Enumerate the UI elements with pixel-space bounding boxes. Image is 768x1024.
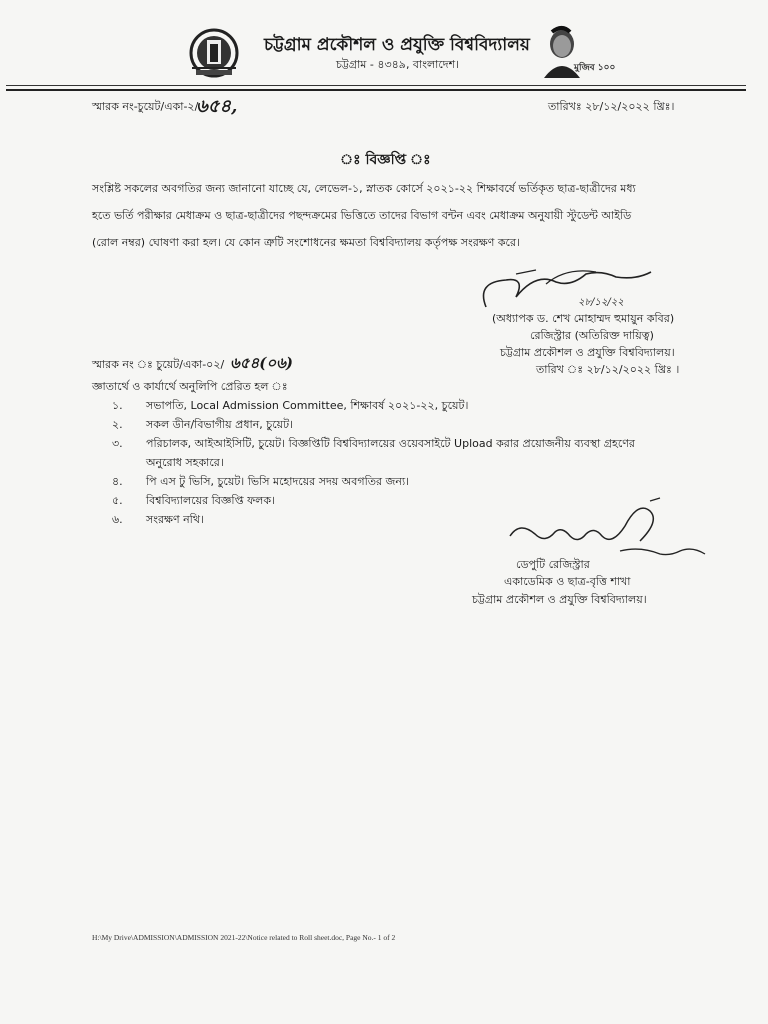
list-item-number: ৬. [112, 513, 123, 526]
list-item-number: ২. [112, 418, 123, 431]
list-item-number: ৪. [112, 475, 123, 488]
copy-memo-handwritten: ৬৫৪(০৬) [230, 354, 293, 372]
registrar-designation: রেজিস্ট্রার (অতিরিক্ত দায়িত্ব) [530, 329, 654, 342]
deputy-registrar-designation: ডেপুটি রেজিস্ট্রার [516, 558, 590, 571]
memo-number-label: স্মারক নং-চুয়েট/একা-২/ [92, 100, 199, 113]
letterhead-divider-thin [6, 85, 746, 86]
list-item-number: ৩. [112, 437, 123, 450]
list-item-text: বিশ্ববিদ্যালয়ের বিজ্ঞপ্তি ফলক। [146, 494, 275, 507]
deputy-registrar-section: একাডেমিক ও ছাত্র-বৃত্তি শাখা [504, 575, 631, 588]
registrar-date: তারিখ ঃ ২৮/১২/২০২২ খ্রিঃ । [536, 363, 680, 376]
list-item-text-continued: অনুরোধ সহকারে। [146, 456, 224, 469]
notice-title: ঃ বিজ্ঞপ্তি ঃ [340, 152, 431, 168]
notice-line: হতে ভর্তি পরীক্ষার মেধাক্রম ও ছাত্র-ছাত্রীদের পছন্দক্রমের ভিত্তিতে তাদের বিভাগ বন্টন এবং মেধাক্রম অনুযায়ী স্টুডেন্ট আইডি [92, 209, 632, 222]
list-item-text: সভাপতি, Local Admission Committee, শিক্ষাবর্ষ ২০২১-২২, চুয়েট। [146, 399, 469, 412]
copy-memo-label: স্মারক নং ঃ চুয়েট/একা-০২/ [92, 358, 225, 371]
list-item-text: পরিচালক, আইআইসিটি, চুয়েট। বিজ্ঞপ্তিটি বিশ্ববিদ্যালয়ের ওয়েবসাইটে Upload করার প্রয়োজনীয় ব্যবস্থা গ্রহণের [146, 437, 635, 450]
list-item-number: ১. [112, 399, 123, 412]
cuet-logo-icon [186, 28, 242, 78]
memo-date: তারিখঃ ২৮/১২/২০২২ খ্রিঃ। [548, 100, 675, 113]
registrar-signature-icon [476, 262, 676, 312]
list-item-text: পি এস টু ভিসি, চুয়েট। ভিসি মহোদয়ের সদয় অবগতির জন্য। [146, 475, 410, 488]
memo-number-handwritten: ৬৫৪, [196, 96, 238, 117]
university-name: চট্টগ্রাম প্রকৌশল ও প্রযুক্তি বিশ্ববিদ্যালয় [264, 35, 530, 55]
letterhead-divider-thick [6, 89, 746, 91]
list-item-text: সংরক্ষণ নথি। [146, 513, 204, 526]
notice-line: সংশ্লিষ্ট সকলের অবগতির জন্য জানানো যাচ্ছে যে, লেভেল-১, স্নাতক কোর্সে ২০২১-২২ শিক্ষাবর্ষে ভর্তিকৃত ছাত্র-ছাত্রীদের মধ্য [92, 182, 636, 195]
list-item-number: ৫. [112, 494, 123, 507]
list-item-text: সকল ডীন/বিভাগীয় প্রধান, চুয়েট। [146, 418, 294, 431]
notice-line: (রোল নম্বর) ঘোষণা করা হল। যে কোন ত্রুটি সংশোধনের ক্ষমতা বিশ্ববিদ্যালয় কর্তৃপক্ষ সংরক্ষণ করে। [92, 236, 520, 249]
copy-intro: জ্ঞাতার্থে ও কার্যার্থে অনুলিপি প্রেরিত হল ঃ [92, 380, 288, 393]
footer-file-path: H:\My Drive\ADMISSION\ADMISSION 2021-22\Notice related to Roll sheet.doc, Page No.- 1 of 2 [92, 933, 396, 942]
university-address: চট্টগ্রাম - ৪৩৪৯, বাংলাদেশ। [336, 58, 460, 71]
registrar-name: (অধ্যাপক ড. শেখ মোহাম্মদ হুমায়ুন কবির) [492, 312, 675, 325]
portrait-caption: মুজিব ১০০ [574, 63, 616, 73]
registrar-signature-date: ২৮/১২/২২ [578, 297, 624, 308]
deputy-registrar-university: চট্টগ্রাম প্রকৌশল ও প্রযুক্তি বিশ্ববিদ্যালয়। [472, 593, 647, 606]
registrar-university: চট্টগ্রাম প্রকৌশল ও প্রযুক্তি বিশ্ববিদ্যালয়। [500, 346, 675, 359]
